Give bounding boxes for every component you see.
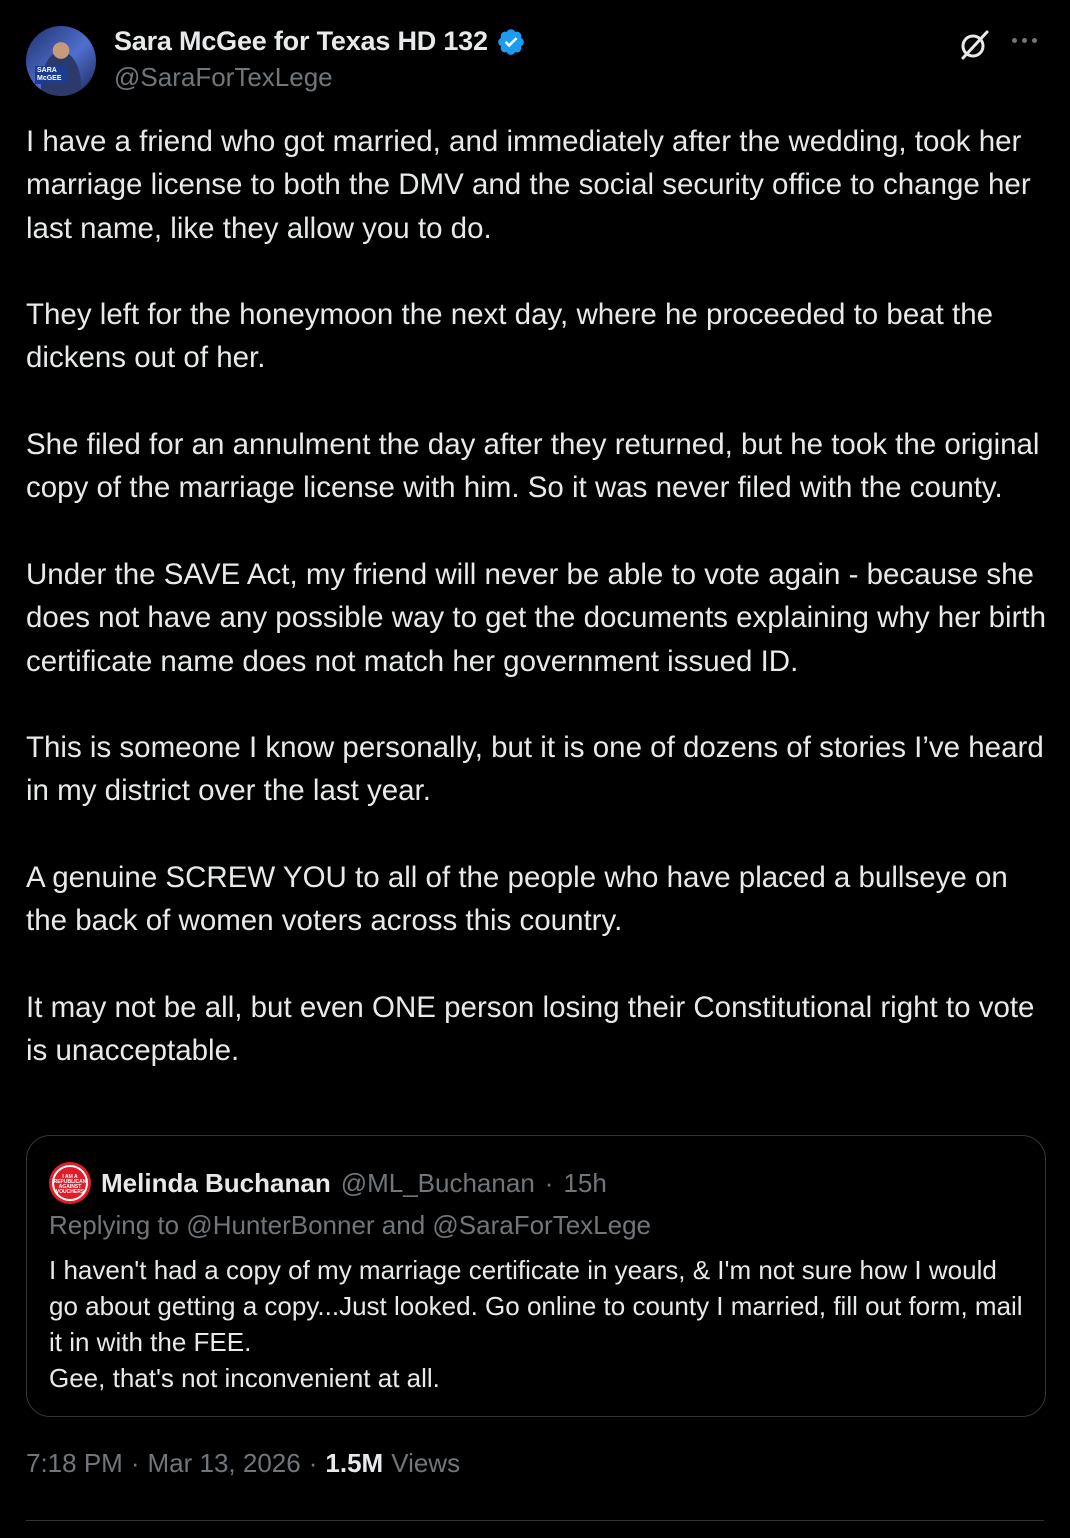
- quoted-author-name[interactable]: Melinda Buchanan: [101, 1167, 331, 1198]
- post-paragraph: I have a friend who got married, and immediately after the wedding, took her marriage license to both the DMV and the social security office to change her last name, like they allow you to do.: [26, 125, 1031, 245]
- post-paragraph: Under the SAVE Act, my friend will never be able to vote again - because she does not have any possible way to get the documents explaining why her birth certificate name does not match her government issued ID.: [26, 557, 1047, 678]
- replying-to: Replying to @HunterBonner and @SaraForTexLege: [49, 1210, 652, 1240]
- views-count: 1.5M: [325, 1448, 384, 1478]
- post-footer: [26, 1448, 460, 1479]
- quoted-post[interactable]: [26, 1135, 1046, 1417]
- post-paragraph: This is someone I know personally, but it is one of dozens of stories I’ve heard in my district over the last year.: [26, 731, 1044, 808]
- quoted-post-line: Gee, that's not inconvenient at all.: [49, 1363, 440, 1393]
- more-icon[interactable]: [1012, 38, 1044, 50]
- meta-separator: ·: [544, 1167, 554, 1198]
- divider: [26, 1520, 1044, 1521]
- quoted-post-time[interactable]: 15h: [563, 1167, 607, 1198]
- post-paragraph: They left for the honeymoon the next day, where he proceeded to beat the dickens out of her.: [26, 298, 994, 375]
- quoted-author-handle[interactable]: @ML_Buchanan: [340, 1167, 535, 1198]
- quoted-post-header: [49, 1162, 607, 1204]
- author-handle[interactable]: @SaraForTexLege: [114, 62, 333, 92]
- post-paragraph: A genuine SCREW YOU to all of the people who have placed a bullseye on the back of women voters across this country.: [26, 861, 1008, 938]
- post-header: [26, 24, 1044, 96]
- post-time[interactable]: 7:18 PM: [26, 1448, 123, 1478]
- post-paragraph: She filed for an annulment the day after they returned, but he took the original copy of the marriage license with him. So it was never filed with the county.: [26, 428, 1040, 505]
- views-label: Views: [391, 1448, 461, 1478]
- post-date[interactable]: Mar 13, 2026: [147, 1448, 301, 1478]
- post-text: [26, 120, 1051, 1073]
- verified-badge-icon: [496, 27, 526, 57]
- avatar-badge-text: I AM A REPUBLICAN AGAINST VOUCHERS: [53, 1174, 87, 1195]
- quoted-post-text: [49, 1252, 1024, 1396]
- avatar-campaign-sign: SARA McGEE: [35, 66, 67, 84]
- footer-separator: ·: [308, 1448, 318, 1478]
- footer-separator: ·: [130, 1448, 140, 1478]
- quoted-author-avatar[interactable]: [49, 1162, 91, 1204]
- grok-icon[interactable]: [958, 28, 992, 62]
- quoted-post-line: I haven't had a copy of my marriage certificate in years, & I'm not sure how I would go about getting a copy...Just looked. Go online to county I married, fill out form, mail it in with the FEE.: [49, 1255, 1023, 1357]
- author-avatar[interactable]: [26, 26, 96, 96]
- author-name-row: [114, 26, 526, 57]
- author-display-name[interactable]: Sara McGee for Texas HD 132: [114, 26, 488, 56]
- post-paragraph: It may not be all, but even ONE person losing their Constitutional right to vote is unacceptable.: [26, 990, 1035, 1068]
